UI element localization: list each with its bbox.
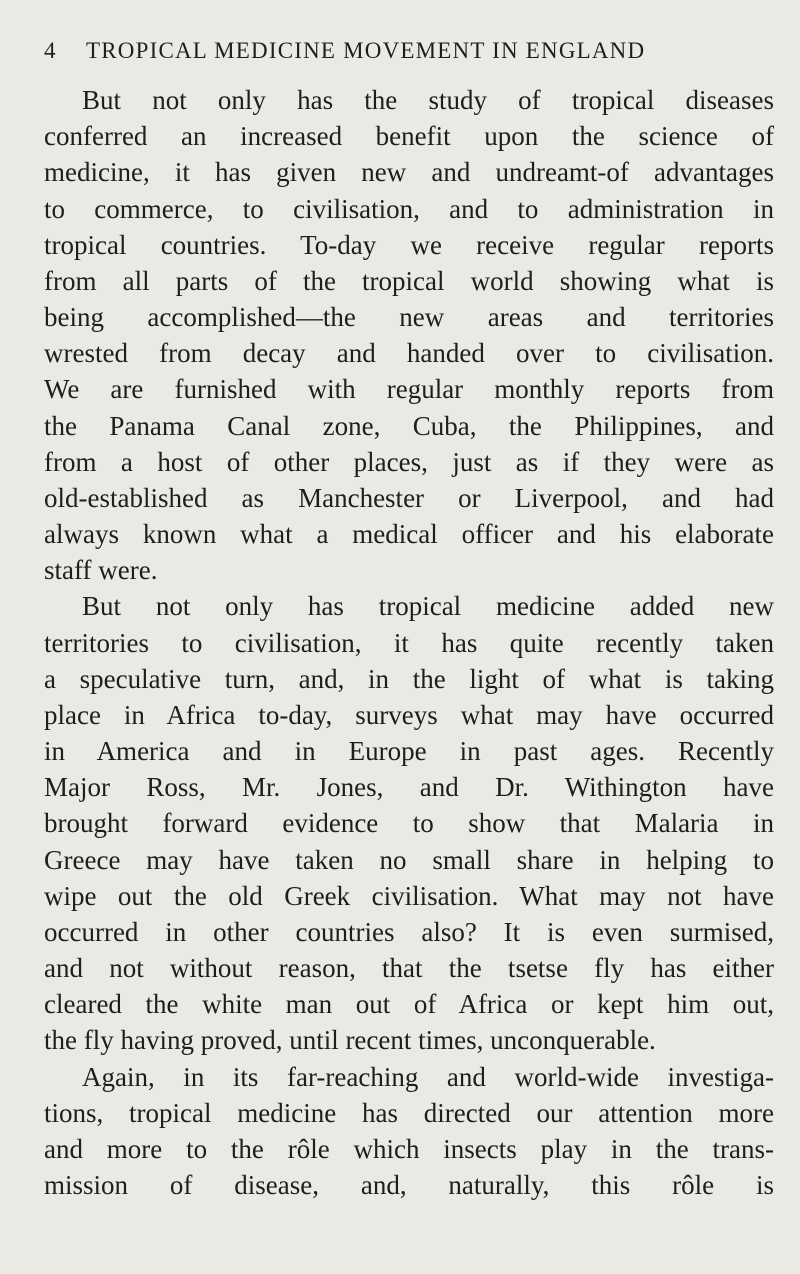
body-text [44, 82, 774, 1203]
page-number: 4 [44, 38, 57, 63]
text-line: territories to civilisation, it has quite recently taken [44, 627, 774, 658]
text-line: wrested from decay and handed over to civilisation. [44, 338, 774, 369]
text-line: conferred an increased benefit upon the science of [44, 121, 774, 152]
text-line: But not only has tropical medicine added new [82, 591, 774, 622]
text-line: to commerce, to civilisation, and to administration in [44, 193, 774, 224]
text-line: Major Ross, Mr. Jones, and Dr. Withington have [44, 772, 774, 803]
text-line: place in Africa to-day, surveys what may have occurred [44, 699, 774, 730]
text-line: old-established as Manchester or Liverpool, and had [44, 482, 774, 513]
text-line: being accomplished—the new areas and territories [44, 302, 774, 333]
text-line: and not without reason, that the tsetse fly has either [44, 953, 774, 984]
text-line: brought forward evidence to show that Malaria in [44, 808, 774, 839]
text-line: the Panama Canal zone, Cuba, the Philippines, and [44, 410, 774, 441]
text-line: a speculative turn, and, in the light of what is taking [44, 663, 774, 694]
text-line: We are furnished with regular monthly reports from [44, 374, 774, 405]
text-line: Again, in its far-reaching and world-wide investiga- [82, 1061, 774, 1092]
text-line: cleared the white man out of Africa or kept him out, [44, 989, 774, 1020]
text-line: medicine, it has given new and undreamt-of advantages [44, 157, 774, 188]
text-line: always known what a medical officer and his elaborate [44, 519, 774, 550]
text-line: staff were. [44, 555, 158, 586]
text-line: tions, tropical medicine has directed our attention more [44, 1097, 774, 1128]
text-line: wipe out the old Greek civilisation. What may not have [44, 880, 774, 911]
text-line: mission of disease, and, naturally, this rôle is [44, 1170, 774, 1201]
running-title: TROPICAL MEDICINE MOVEMENT IN ENGLAND [86, 38, 646, 63]
text-line: But not only has the study of tropical diseases [82, 85, 774, 115]
text-line: from all parts of the tropical world showing what is [44, 265, 774, 296]
text-line: in America and in Europe in past ages. Recently [44, 736, 774, 767]
text-line: Greece may have taken no small share in helping to [44, 844, 774, 875]
text-line: and more to the rôle which insects play in the trans- [44, 1133, 774, 1164]
text-line: from a host of other places, just as if they were as [44, 446, 774, 477]
text-line: the fly having proved, until recent times, unconquerable. [44, 1025, 656, 1056]
running-head [44, 38, 724, 68]
text-line: occurred in other countries also? It is even surmised, [44, 916, 774, 947]
text-line: tropical countries. To-day we receive regular reports [44, 229, 774, 260]
